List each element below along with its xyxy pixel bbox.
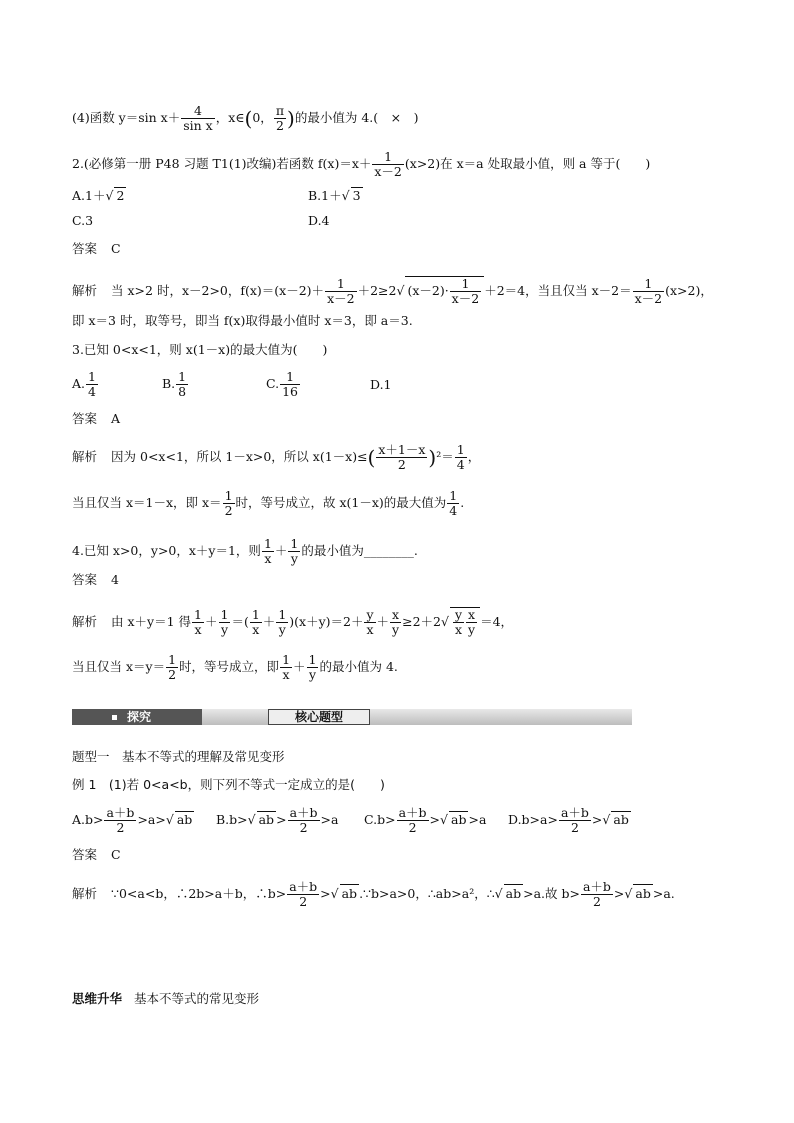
stem-fraction (262, 537, 274, 566)
ex1-answer (72, 846, 121, 864)
q4-fraction (181, 104, 215, 133)
frac-den: y (290, 551, 298, 566)
expl-fraction (450, 277, 482, 306)
frac-den: 2 (397, 457, 406, 472)
expl-fraction (250, 608, 262, 637)
frac-num: x (468, 607, 476, 622)
banner-left (72, 709, 202, 725)
frac-den: x－2 (327, 291, 355, 306)
frac-den: x (454, 622, 463, 637)
expl-fraction (223, 489, 235, 518)
radicand: ab (613, 812, 629, 827)
radicand: ab (341, 886, 358, 901)
opt-fraction (559, 806, 591, 835)
frac-den: x (282, 667, 290, 682)
expl-fraction (192, 608, 204, 637)
q4-line: (4)函数 y＝sin x＋ $\frac{4}{\text{sin x}}$ ，x∈(0， $\frac{\pi}{2}$ )的最小值为 4.( × ) (72, 103, 419, 133)
expl-text: ＋2≥2 (357, 283, 397, 298)
frac-num: π (275, 103, 285, 118)
radicand: (x－2)· (407, 283, 449, 298)
frac-den: 2 (408, 820, 417, 835)
expl-fraction (276, 608, 288, 637)
expl-fraction (325, 277, 357, 306)
banner-left-label: 探究 (127, 710, 152, 724)
frac-num: a＋b (398, 805, 427, 820)
frac-den: sin x (183, 118, 213, 133)
q4-mid: ，x∈ (215, 110, 245, 125)
stem-fraction (288, 537, 300, 566)
frac-den: x (252, 622, 260, 637)
opt-label: A. (72, 376, 86, 391)
opt-fraction (288, 806, 320, 835)
frac-den: y (278, 622, 286, 637)
q3-stem: 3.已知 0<x<1，则 x(1－x)的最大值为( ) (72, 342, 328, 357)
plus-sign: ＋ (274, 543, 288, 558)
answer-label: 答案 (72, 847, 98, 862)
opt-text: >a (320, 812, 339, 827)
expl-fraction (307, 653, 319, 682)
opt-label: B.b> (216, 812, 248, 827)
q4b-explanation-line1: 解析 由 x＋y＝1 得 $\frac{1}{x}$ ＋ $\frac{1}{y}$ ＝( $\frac{1}{x}$ ＋ $\frac{1}{y}$ )(x＋y)＝2＋ $\frac{y}{x}$ ＋ $\frac{x}{y}$ ≥2＋2√ $\frac{y}{x}$ $\frac{x}{y}$ ＝4， (72, 607, 514, 637)
answer-label: 答案 (72, 411, 98, 426)
frac-num: 1 (263, 536, 272, 551)
expl-fraction (390, 608, 401, 637)
expl-fraction (166, 653, 178, 682)
answer-label: 答案 (72, 572, 98, 587)
square-icon (112, 715, 117, 720)
frac-den: 2 (299, 894, 308, 909)
expl-text: 由 x＋y＝1 得 (111, 614, 192, 629)
frac-num: 1 (449, 488, 458, 503)
q2-option-d: D.4 (308, 213, 330, 228)
frac-num: 1 (278, 607, 287, 622)
answer-value: 4 (111, 572, 119, 587)
expl-text: 时，等号成立，故 x(1－x)的最大值为 (235, 495, 447, 510)
frac-den: 2 (570, 820, 579, 835)
frac-den: 8 (178, 384, 187, 399)
frac-den: 4 (456, 457, 465, 472)
expl-text: ≥2＋2 (402, 614, 441, 629)
expl-text: ＝( (231, 614, 249, 629)
q3-option-d: D.1 (370, 377, 392, 392)
plus-sign: ＋ (204, 614, 218, 629)
opt-label: B. (162, 376, 176, 391)
ex1-explanation: 解析 ∵0<a<b，∴2b>a＋b，∴b> $\frac{a+b}{2}$ >√ ab .∵b>a>0，∴ab>a²，∴√ ab >a.故 b> $\frac{a+b}{2}$ >√ ab >a. (72, 879, 675, 909)
q4b-explanation-line2 (72, 653, 398, 682)
frac-num: y (366, 607, 374, 622)
opt-fraction (280, 370, 300, 399)
ex1-option-d: D.b>a> $\frac{a+b}{2}$ >√ ab (508, 805, 629, 835)
frac-den: x－2 (374, 164, 402, 179)
frac-num: a＋b (289, 879, 318, 894)
radicand: 2 (116, 188, 125, 203)
frac-num: a＋b (289, 805, 318, 820)
frac-den: x (264, 551, 272, 566)
expl-fraction (466, 608, 477, 637)
q3-option-c (266, 370, 301, 399)
answer-label: 答案 (72, 241, 98, 256)
frac-den: 2 (299, 820, 308, 835)
ex1-option-a: A.b> $\frac{a+b}{2}$ >a>√ ab (72, 805, 193, 835)
frac-den: y (308, 667, 317, 682)
q2-fraction (372, 150, 404, 179)
frac-den: y (220, 622, 228, 637)
frac-num: 1 (456, 442, 465, 457)
answer-value: A (111, 411, 121, 426)
summary-label: 思维升华 (72, 991, 123, 1006)
summary-text: 基本不等式的常见变形 (134, 991, 260, 1006)
expl-text: 时，等号成立，即 (179, 659, 280, 674)
section-banner (72, 706, 632, 726)
q2-option-b: B.1＋√ 3 (308, 188, 361, 203)
frac-den: 2 (168, 667, 177, 682)
stem-text: 的最小值为________. (301, 543, 418, 558)
frac-num: 1 (372, 150, 404, 165)
q4-interval: 0， (252, 110, 273, 125)
q2-stem-a: 2.(必修第一册 P48 习题 T1(1)改编)若函数 f(x)＝x＋ (72, 156, 372, 171)
opt-fraction (104, 806, 136, 835)
expl-text: (x>2)， (665, 283, 713, 298)
radicand: ab (258, 812, 275, 827)
expl-text: ， (467, 449, 481, 464)
q4-suffix: 的最小值为 4.( × ) (294, 110, 419, 125)
q3-explanation-line2 (72, 489, 464, 518)
expl-fraction (633, 277, 665, 306)
q2-answer (72, 240, 121, 258)
expl-text: ∵0<a<b，∴2b>a＋b，∴b> (111, 886, 287, 901)
pi-fraction (274, 104, 286, 133)
expl-text: .∵b>a>0，∴ab>a²，∴ (359, 886, 495, 901)
radicand: ab (635, 886, 651, 901)
expl-text: ²＝ (436, 449, 454, 464)
q4b-answer (72, 571, 119, 589)
explanation-label: 解析 (72, 449, 98, 464)
frac-num: 1 (450, 277, 482, 292)
expl-text: ＝4， (480, 614, 514, 629)
expl-text: ＋2＝4，当且仅当 x－2＝ (484, 283, 632, 298)
frac-num: a＋b (106, 805, 135, 820)
expl-text: 当 x>2 时，x－2>0，f(x)＝(x－2)＋ (111, 283, 325, 298)
q2-explanation-line2: 即 x＝3 时，取等号，即当 f(x)取得最小值时 x＝3，即 a＝3. (72, 313, 413, 328)
frac-den: 2 (116, 820, 125, 835)
opt-label: C. (266, 376, 280, 391)
explanation-label: 解析 (72, 283, 98, 298)
frac-den: x (194, 622, 202, 637)
ex1-option-b: B.b>√ ab > $\frac{a+b}{2}$ >a (216, 805, 339, 835)
radical (450, 607, 480, 637)
frac-num: 1 (290, 536, 299, 551)
frac-den: 4 (449, 503, 458, 518)
plus-sign: ＋ (293, 659, 306, 674)
frac-num: 4 (181, 104, 215, 119)
expl-fraction (219, 608, 231, 637)
answer-value: C (111, 847, 121, 862)
q4-prefix: (4)函数 y＝sin x＋ (72, 110, 181, 125)
opt-label: B.1＋ (308, 188, 342, 203)
frac-num: 1 (220, 607, 229, 622)
frac-den: 16 (282, 384, 298, 399)
frac-num: 1 (178, 369, 187, 384)
q2-explanation-line1: 解析 当 x>2 时，x－2>0，f(x)＝(x－2)＋ $\frac{1}{x-2}$ ＋2≥2√ (x－2)· $\frac{1}{x-2}$ ＋2＝4，当且仅当 x－2＝ $\frac{1}{x-2}$ (x>2)， (72, 276, 713, 306)
expl-fraction (455, 443, 467, 472)
explanation-label: 解析 (72, 886, 98, 901)
expl-fraction (287, 880, 319, 909)
frac-den: y (468, 622, 476, 637)
expl-text: 当且仅当 x＝1－x，即 x＝ (72, 495, 222, 510)
frac-num: a＋b (560, 805, 589, 820)
opt-fraction (86, 370, 98, 399)
radicand: 3 (352, 188, 361, 203)
frac-num: 1 (88, 369, 96, 384)
expl-fraction (581, 880, 613, 909)
example-1-stem: 例 1 (1)若 0<a<b，则下列不等式一定成立的是( ) (72, 777, 385, 792)
expl-fraction (447, 489, 459, 518)
radicand: ab (505, 886, 522, 901)
q2-stem (72, 150, 650, 179)
expl-text: >a. (652, 886, 675, 901)
expl-fraction (280, 653, 292, 682)
q2-stem-b: (x>2)在 x＝a 处取最小值，则 a 等于( ) (404, 156, 651, 171)
section-heading: 题型一 基本不等式的理解及常见变形 (72, 749, 285, 764)
radicand: ab (451, 812, 467, 827)
frac-den: 2 (224, 503, 233, 518)
frac-den: x－2 (451, 291, 480, 306)
q3-option-a (72, 370, 99, 399)
expl-fraction (453, 608, 464, 637)
frac-den: 2 (275, 118, 284, 133)
explanation-label: 解析 (72, 614, 98, 629)
expl-text: 因为 0<x<1，所以 1－x>0，所以 x(1－x)≤ (111, 449, 368, 464)
banner-right: 核心题型 (268, 709, 370, 725)
frac-num: y (454, 607, 463, 622)
expl-text: 的最小值为 4. (319, 659, 398, 674)
frac-num: a＋b (582, 879, 611, 894)
frac-num: 1 (325, 277, 357, 292)
frac-den: 4 (88, 384, 96, 399)
plus-sign: ＋ (376, 614, 390, 629)
expl-text: . (460, 495, 465, 510)
opt-label: D.b>a> (508, 812, 558, 827)
frac-num: x＋1－x (378, 442, 426, 457)
frac-num: 1 (168, 652, 177, 667)
summary-heading (72, 990, 259, 1008)
frac-den: x－2 (634, 291, 663, 306)
expl-text: >a.故 b> (523, 886, 580, 901)
expl-text: )(x＋y)＝2＋ (289, 614, 364, 629)
expl-fraction (376, 443, 427, 472)
frac-den: 2 (592, 894, 601, 909)
opt-text: >a (468, 812, 487, 827)
frac-den: y (392, 622, 400, 637)
frac-num: 1 (224, 488, 233, 503)
frac-num: 1 (251, 607, 260, 622)
q4b-stem (72, 537, 418, 566)
opt-text: >a> (137, 812, 166, 827)
plus-sign: ＋ (262, 614, 276, 629)
opt-fraction (176, 370, 188, 399)
opt-label: A.1＋ (72, 188, 106, 203)
q2-option-c: C.3 (72, 213, 94, 228)
radicand: ab (176, 812, 193, 827)
q2-option-a: A.1＋√ 2 (72, 188, 125, 203)
answer-value: C (111, 241, 121, 256)
ex1-option-c: C.b> $\frac{a+b}{2}$ >√ ab >a (364, 805, 487, 835)
q3-option-b (162, 370, 189, 399)
frac-num: 1 (280, 370, 300, 385)
q3-answer (72, 410, 120, 428)
frac-num: 1 (282, 652, 291, 667)
frac-den: x (366, 622, 374, 637)
radical (405, 276, 484, 306)
opt-label: C.b> (364, 812, 396, 827)
frac-num: 1 (194, 607, 202, 622)
opt-label: A.b> (72, 812, 104, 827)
expl-text: 当且仅当 x＝y＝ (72, 659, 166, 674)
opt-fraction (397, 806, 429, 835)
q3-explanation-line1: 解析 因为 0<x<1，所以 1－x>0，所以 x(1－x)≤( $\frac{x+1-x}{2}$ )²＝ $\frac{1}{4}$ ， (72, 442, 481, 472)
frac-num: x (392, 607, 400, 622)
stem-text: 4.已知 x>0，y>0，x＋y＝1，则 (72, 543, 261, 558)
frac-num: 1 (633, 277, 665, 292)
frac-num: 1 (308, 652, 317, 667)
expl-fraction (364, 608, 375, 637)
